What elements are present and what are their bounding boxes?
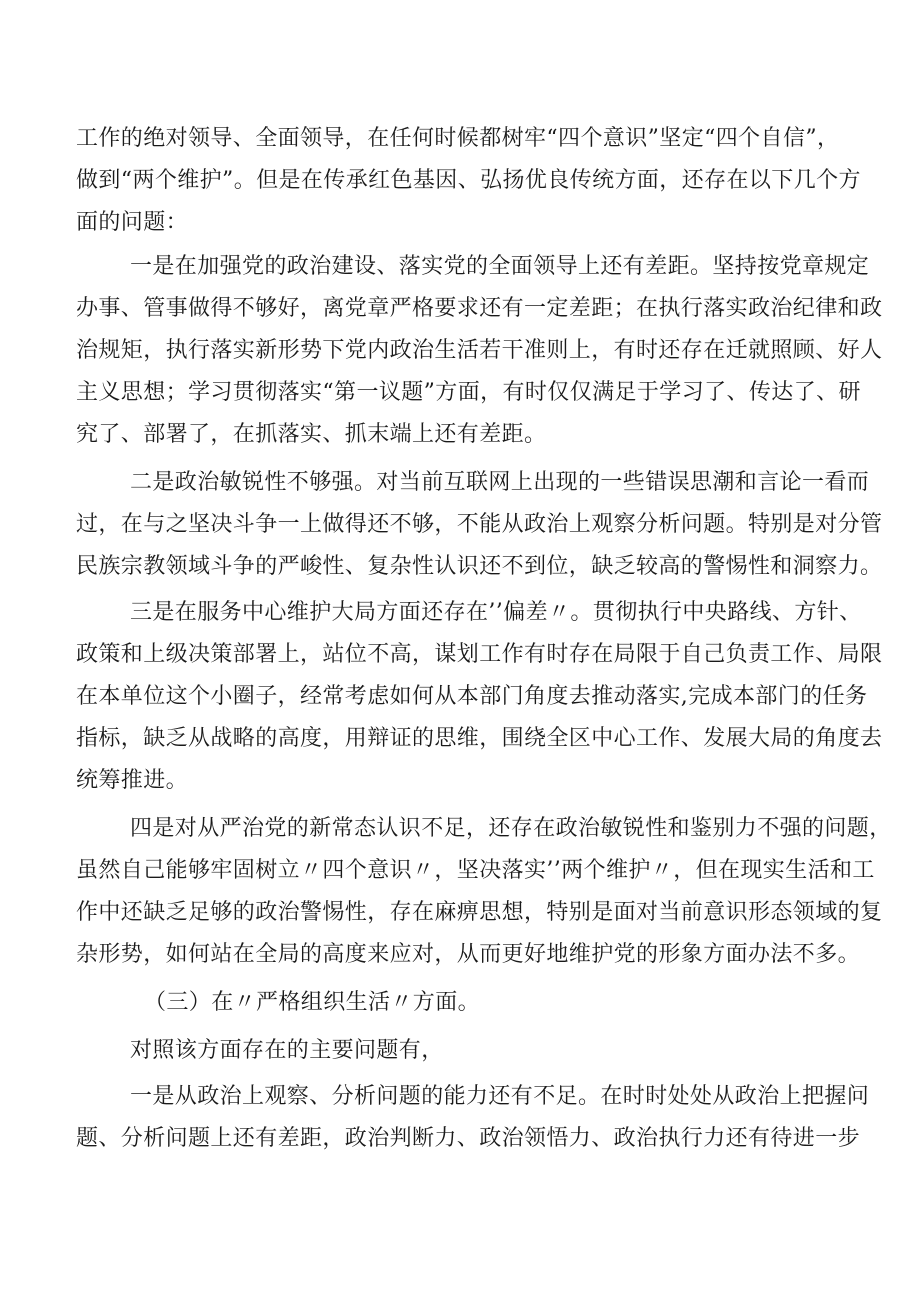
text-line: 一是在加强党的政治建设、落实党的全面领导上还有差距。坚持按党章规定 — [130, 254, 870, 279]
text-line: 作中还缺乏足够的政治警惕性，存在麻痹思想，特别是面对当前意识形态领域的复 — [76, 900, 883, 925]
text-line: 主义思想；学习贯彻落实“第一议题”方面，有时仅仅满足于学习了、传达了、研 — [76, 380, 861, 405]
text-line: 杂形势，如何站在全局的高度来应对，从而更好地维护党的形象方面办法不多。 — [76, 942, 861, 967]
text-line: 题、分析问题上还有差距，政治判断力、政治领悟力、政治执行力还有待进一步 — [76, 1126, 861, 1151]
text-line: 二是政治敏锐性不够强。对当前互联网上出现的一些错误思潮和言论一看而 — [130, 470, 870, 495]
text-line: 民族宗教领域斗争的严峻性、复杂性认识还不到位，缺乏较高的警惕性和洞察力。 — [76, 554, 883, 579]
text-line: 面的问题： — [76, 210, 189, 235]
text-line: 对照该方面存在的主要问题有， — [130, 1038, 444, 1063]
text-line: 三是在服务中心维护大局方面还存在’’偏差〃。贯彻执行中央路线、方针、 — [130, 600, 862, 625]
text-line: 一是从政治上观察、分析问题的能力还有不足。在时时处处从政治上把握问 — [130, 1084, 870, 1109]
text-line: 在本单位这个小圈子，经常考虑如何从本部门角度去推动落实,完成本部门的任务 — [76, 684, 868, 709]
text-line: 办事、管事做得不够好，离党章严格要求还有一定差距；在执行落实政治纪律和政 — [76, 296, 883, 321]
text-line: 过，在与之坚决斗争一上做得还不够，不能从政治上观察分析问题。特别是对分管 — [76, 512, 883, 537]
text-line: 虽然自己能够牢固树立〃四个意识〃，坚决落实’’两个维护〃，但在现实生活和工 — [76, 858, 875, 883]
text-line: 政策和上级决策部署上，站位不高，谋划工作有时存在局限于自己负责工作、局限 — [76, 642, 883, 667]
section-heading: （三）在〃严格组织生活〃方面。 — [144, 990, 481, 1015]
text-line: 做到“两个维护”。但是在传承红色基因、弘扬优良传统方面，还存在以下几个方 — [76, 168, 861, 193]
text-line: 四是对从严治党的新常态认识不足，还存在政治敏锐性和鉴别力不强的问题， — [130, 816, 892, 841]
text-line: 统筹推进。 — [76, 768, 189, 793]
text-line: 治规矩，执行落实新形势下党内政治生活若干准则上，有时还存在迁就照顾、好人 — [76, 338, 883, 363]
text-line: 究了、部署了，在抓落实、抓末端上还有差距。 — [76, 422, 547, 447]
text-line: 工作的绝对领导、全面领导，在任何时候都树牢“四个意识”坚定“四个自信”， — [76, 126, 840, 151]
text-line: 指标，缺乏从战略的高度，用辩证的思维，围绕全区中心工作、发展大局的角度去 — [76, 726, 883, 751]
